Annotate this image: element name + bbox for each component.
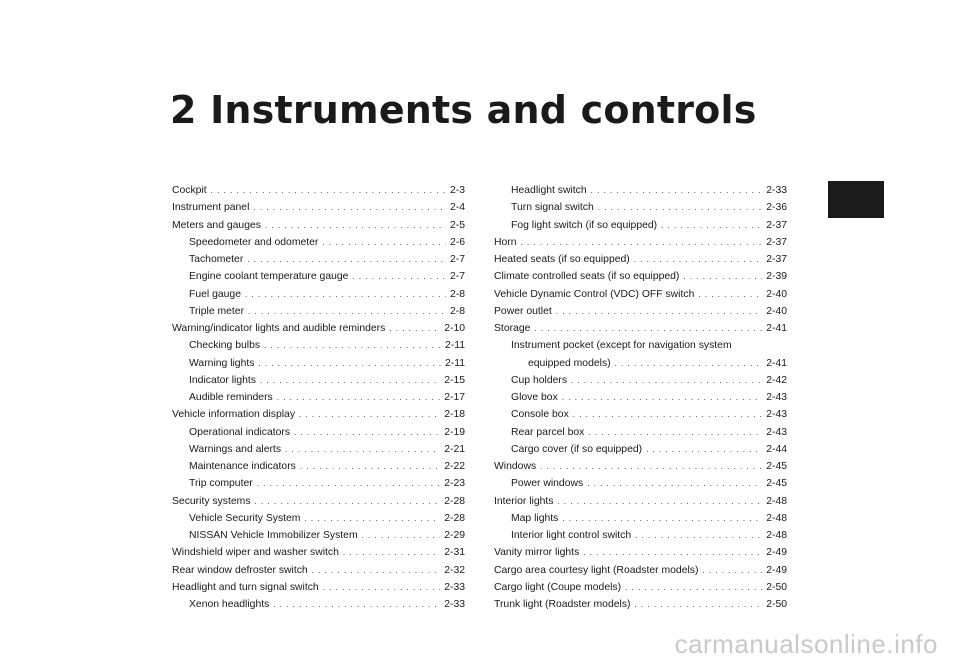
toc-entry-label: Cargo area courtesy light (Roadster models) (494, 564, 699, 576)
toc-entry[interactable] (172, 527, 465, 544)
toc-entry-label: Cargo cover (if so equipped) (511, 443, 643, 455)
toc-entry-label: Rear window defroster switch (172, 564, 308, 576)
toc-entry-label: Checking bulbs (189, 340, 261, 352)
toc-entry[interactable] (172, 234, 465, 251)
toc-leader-dots (389, 320, 440, 337)
toc-leader-dots (562, 389, 762, 406)
toc-leader-dots (312, 562, 440, 579)
toc-leader-dots (264, 337, 441, 354)
toc-entry-page: 2-19 (444, 426, 465, 438)
toc-entry-page: 2-39 (766, 271, 787, 283)
toc-entry-page: 2-5 (449, 219, 465, 231)
toc-entry-label: Warning/indicator lights and audible reminders (172, 323, 386, 334)
toc-entry-page: 2-6 (449, 236, 465, 248)
toc-entry-page: 2-8 (449, 288, 465, 300)
toc-leader-dots (635, 527, 762, 544)
toc-entry-label: Trip computer (189, 478, 253, 490)
toc-entry-label-continued: equipped models) (528, 357, 611, 369)
toc-entry-page: 2-7 (449, 271, 465, 283)
toc-entry[interactable] (494, 217, 787, 234)
toc-entry-label: Power outlet (494, 305, 552, 317)
toc-entry-label: Vehicle information display (172, 409, 296, 421)
toc-entry[interactable] (494, 199, 787, 216)
toc-entry[interactable] (172, 562, 465, 579)
toc-entry[interactable] (494, 562, 787, 579)
toc-entry[interactable] (172, 268, 465, 285)
toc-leader-dots (300, 458, 440, 475)
toc-entry-label: Cockpit (172, 185, 207, 196)
toc-entry-page: 2-33 (444, 599, 465, 610)
toc-leader-dots (285, 441, 440, 458)
toc-entry-label: Engine coolant temperature gauge (189, 271, 349, 283)
toc-entry-label: Warning lights (189, 357, 255, 369)
toc-entry-label: Interior light control switch (511, 530, 632, 541)
toc-entry-label: Instrument pocket (except for navigation system (511, 340, 732, 352)
toc-entry-label: Windshield wiper and washer switch (172, 547, 339, 559)
toc-entry[interactable] (172, 355, 465, 372)
toc-entry-page: 2-3 (449, 185, 465, 196)
toc-entry[interactable] (494, 389, 787, 406)
chapter-title: 2 Instruments and controls (170, 88, 757, 132)
toc-entry-page: 2-41 (766, 323, 787, 334)
toc-entry[interactable] (172, 596, 465, 613)
toc-leader-dots (562, 510, 762, 527)
toc-leader-dots (248, 303, 446, 320)
toc-entry-page: 2-42 (766, 374, 787, 386)
toc-entry[interactable] (494, 579, 787, 596)
toc-leader-dots (573, 406, 762, 423)
toc-entry-page: 2-43 (766, 426, 787, 438)
toc-entry-label: Indicator lights (189, 374, 256, 386)
toc-entry[interactable] (494, 493, 787, 510)
toc-entry-page: 2-43 (766, 392, 787, 403)
toc-entry[interactable] (494, 475, 787, 492)
toc-leader-dots (634, 251, 762, 268)
toc-entry-page: 2-10 (444, 323, 465, 334)
toc-entry-label: Heated seats (if so equipped) (494, 254, 630, 265)
toc-entry[interactable] (172, 458, 465, 475)
toc-entry[interactable] (172, 510, 465, 527)
toc-entry-page: 2-45 (766, 461, 787, 472)
toc-entry[interactable] (494, 234, 787, 251)
toc-entry-continued[interactable] (494, 355, 787, 372)
toc-leader-dots (258, 355, 441, 372)
toc-entry-page: 2-28 (444, 512, 465, 524)
toc-entry[interactable] (172, 389, 465, 406)
toc-entry-label: Console box (511, 409, 569, 421)
toc-leader-dots (661, 217, 762, 234)
toc-leader-dots (260, 372, 440, 389)
toc-entry-label: Speedometer and odometer (189, 236, 319, 248)
toc-entry-label: Meters and gauges (172, 219, 261, 231)
toc-leader-dots (702, 562, 762, 579)
toc-entry[interactable] (494, 424, 787, 441)
toc-entry-label: Fuel gauge (189, 288, 241, 300)
toc-entry-page: 2-40 (766, 305, 787, 317)
toc-entry-page: 2-15 (444, 374, 465, 386)
toc-entry-page: 2-40 (766, 288, 787, 300)
toc-left-column (172, 182, 465, 613)
toc-leader-dots (343, 544, 440, 561)
toc-entry-label: Vanity mirror lights (494, 547, 580, 559)
toc-entry-page: 2-18 (444, 409, 465, 421)
toc-entry[interactable] (494, 544, 787, 561)
toc-entry-page: 2-22 (444, 461, 465, 472)
toc-entry[interactable] (494, 458, 787, 475)
toc-entry-page: 2-45 (766, 478, 787, 490)
toc-entry-page: 2-17 (444, 392, 465, 403)
toc-leader-dots (583, 544, 762, 561)
toc-entry-label: Horn (494, 236, 517, 248)
toc-leader-dots (322, 234, 446, 251)
toc-leader-dots (591, 182, 763, 199)
toc-entry[interactable] (172, 217, 465, 234)
toc-entry-page: 2-37 (766, 254, 787, 265)
toc-entry-page: 2-49 (766, 547, 787, 559)
toc-entry-page: 2-4 (449, 202, 465, 214)
toc-entry-label: Cup holders (511, 374, 568, 386)
toc-entry[interactable] (494, 372, 787, 389)
toc-entry-page: 2-48 (766, 512, 787, 524)
toc-leader-dots (625, 579, 762, 596)
toc-entry[interactable] (494, 337, 787, 354)
toc-entry-page: 2-29 (444, 530, 465, 541)
toc-entry[interactable] (494, 268, 787, 285)
toc-entry[interactable] (494, 406, 787, 423)
toc-entry-label: Climate controlled seats (if so equipped) (494, 271, 680, 283)
toc-entry[interactable] (172, 406, 465, 423)
toc-leader-dots (534, 320, 762, 337)
toc-entry-label: Headlight switch (511, 185, 587, 196)
toc-entry[interactable] (172, 251, 465, 268)
toc-entry-label: Map lights (511, 512, 559, 524)
toc-leader-dots (245, 286, 446, 303)
toc-entry-label: Interior lights (494, 495, 554, 507)
toc-entry-page: 2-31 (444, 547, 465, 559)
toc-leader-dots (255, 493, 441, 510)
toc-leader-dots (247, 251, 446, 268)
toc-entry-label: Instrument panel (172, 202, 250, 214)
toc-entry-label: Trunk light (Roadster models) (494, 599, 631, 610)
toc-leader-dots (323, 579, 440, 596)
chapter-tab-marker (828, 181, 884, 218)
toc-leader-dots (588, 424, 762, 441)
toc-entry[interactable] (172, 475, 465, 492)
toc-entry-label: Storage (494, 323, 531, 334)
toc-leader-dots (698, 286, 762, 303)
toc-entry[interactable] (172, 441, 465, 458)
toc-entry[interactable] (172, 303, 465, 320)
toc-entry-label: Headlight and turn signal switch (172, 581, 319, 593)
toc-right-column (494, 182, 787, 613)
toc-leader-dots (634, 596, 762, 613)
toc-entry[interactable] (494, 286, 787, 303)
toc-entry-page: 2-21 (444, 443, 465, 455)
toc-leader-dots (265, 217, 446, 234)
toc-entry-page: 2-41 (766, 357, 787, 369)
toc-leader-dots (556, 303, 762, 320)
toc-leader-dots (587, 475, 762, 492)
toc-entry[interactable] (172, 337, 465, 354)
toc-entry-label: Audible reminders (189, 392, 273, 403)
toc-entry-page: 2-36 (766, 202, 787, 214)
toc-entry[interactable] (172, 199, 465, 216)
toc-entry-page: 2-32 (444, 564, 465, 576)
toc-entry[interactable] (172, 579, 465, 596)
toc-leader-dots (273, 596, 440, 613)
watermark: carmanualsonline.info (674, 629, 938, 659)
toc-leader-dots (521, 234, 763, 251)
toc-entry-label: Vehicle Security System (189, 512, 301, 524)
toc-entry[interactable] (494, 527, 787, 544)
toc-entry-page: 2-48 (766, 495, 787, 507)
toc-leader-dots (615, 355, 763, 372)
toc-entry[interactable] (172, 320, 465, 337)
toc-entry-page: 2-11 (444, 357, 465, 369)
toc-leader-dots (352, 268, 446, 285)
toc-leader-dots (257, 475, 440, 492)
toc-entry[interactable] (494, 320, 787, 337)
toc-entry-page: 2-43 (766, 409, 787, 421)
toc-leader-dots (362, 527, 441, 544)
toc-entry[interactable] (494, 182, 787, 199)
toc-entry-label: Operational indicators (189, 426, 291, 438)
toc-entry-label: Turn signal switch (511, 202, 594, 214)
toc-entry-page: 2-44 (766, 443, 787, 455)
toc-entry-page: 2-48 (766, 530, 787, 541)
toc-leader-dots (598, 199, 762, 216)
toc-entry-page: 2-49 (766, 564, 787, 576)
toc-leader-dots (571, 372, 762, 389)
toc-entry[interactable] (494, 303, 787, 320)
toc-entry-page: 2-50 (766, 599, 787, 610)
toc-entry[interactable] (172, 182, 465, 199)
toc-entry-label: Fog light switch (if so equipped) (511, 219, 658, 231)
toc-leader-dots (277, 389, 440, 406)
toc-entry-label: Cargo light (Coupe models) (494, 581, 622, 593)
toc-entry-label: Security systems (172, 495, 251, 507)
toc-entry-label: Power windows (511, 478, 584, 490)
toc-entry-page: 2-37 (766, 219, 787, 231)
toc-entry[interactable] (494, 251, 787, 268)
toc-entry-label: Windows (494, 461, 537, 472)
toc-entry-page: 2-28 (444, 495, 465, 507)
toc-leader-dots (299, 406, 440, 423)
toc-entry[interactable] (494, 441, 787, 458)
toc-entry[interactable] (172, 286, 465, 303)
toc-entry-label: Vehicle Dynamic Control (VDC) OFF switch (494, 288, 695, 300)
toc-entry-page: 2-23 (444, 478, 465, 490)
toc-leader-dots (540, 458, 762, 475)
toc-entry-page: 2-8 (449, 305, 465, 317)
toc-entry-label: Tachometer (189, 254, 244, 265)
toc-entry[interactable] (172, 424, 465, 441)
toc-entry-label: Glove box (511, 392, 558, 403)
toc-entry[interactable] (172, 544, 465, 561)
toc-entry-label: Xenon headlights (189, 599, 270, 610)
toc-entry-label: Rear parcel box (511, 426, 585, 438)
toc-entry-page: 2-33 (444, 581, 465, 593)
toc-entry-label: Maintenance indicators (189, 461, 296, 472)
toc-leader-dots (211, 182, 446, 199)
toc-entry-page: 2-7 (449, 254, 465, 265)
toc-entry-label: NISSAN Vehicle Immobilizer System (189, 530, 358, 541)
toc-entry-label: Triple meter (189, 305, 245, 317)
toc-entry-page: 2-50 (766, 581, 787, 593)
toc-leader-dots (557, 493, 762, 510)
toc-entry-page: 2-33 (766, 185, 787, 196)
toc-leader-dots (646, 441, 762, 458)
toc-entry[interactable] (172, 493, 465, 510)
toc-leader-dots (304, 510, 440, 527)
toc-entry[interactable] (172, 372, 465, 389)
toc-leader-dots (683, 268, 762, 285)
toc-entry-page: 2-37 (766, 236, 787, 248)
toc-entry-label: Warnings and alerts (189, 443, 282, 455)
toc-entry[interactable] (494, 596, 787, 613)
toc-entry[interactable] (494, 510, 787, 527)
toc-leader-dots (253, 199, 446, 216)
toc-leader-dots (294, 424, 440, 441)
toc-entry-page: 2-11 (444, 340, 465, 352)
